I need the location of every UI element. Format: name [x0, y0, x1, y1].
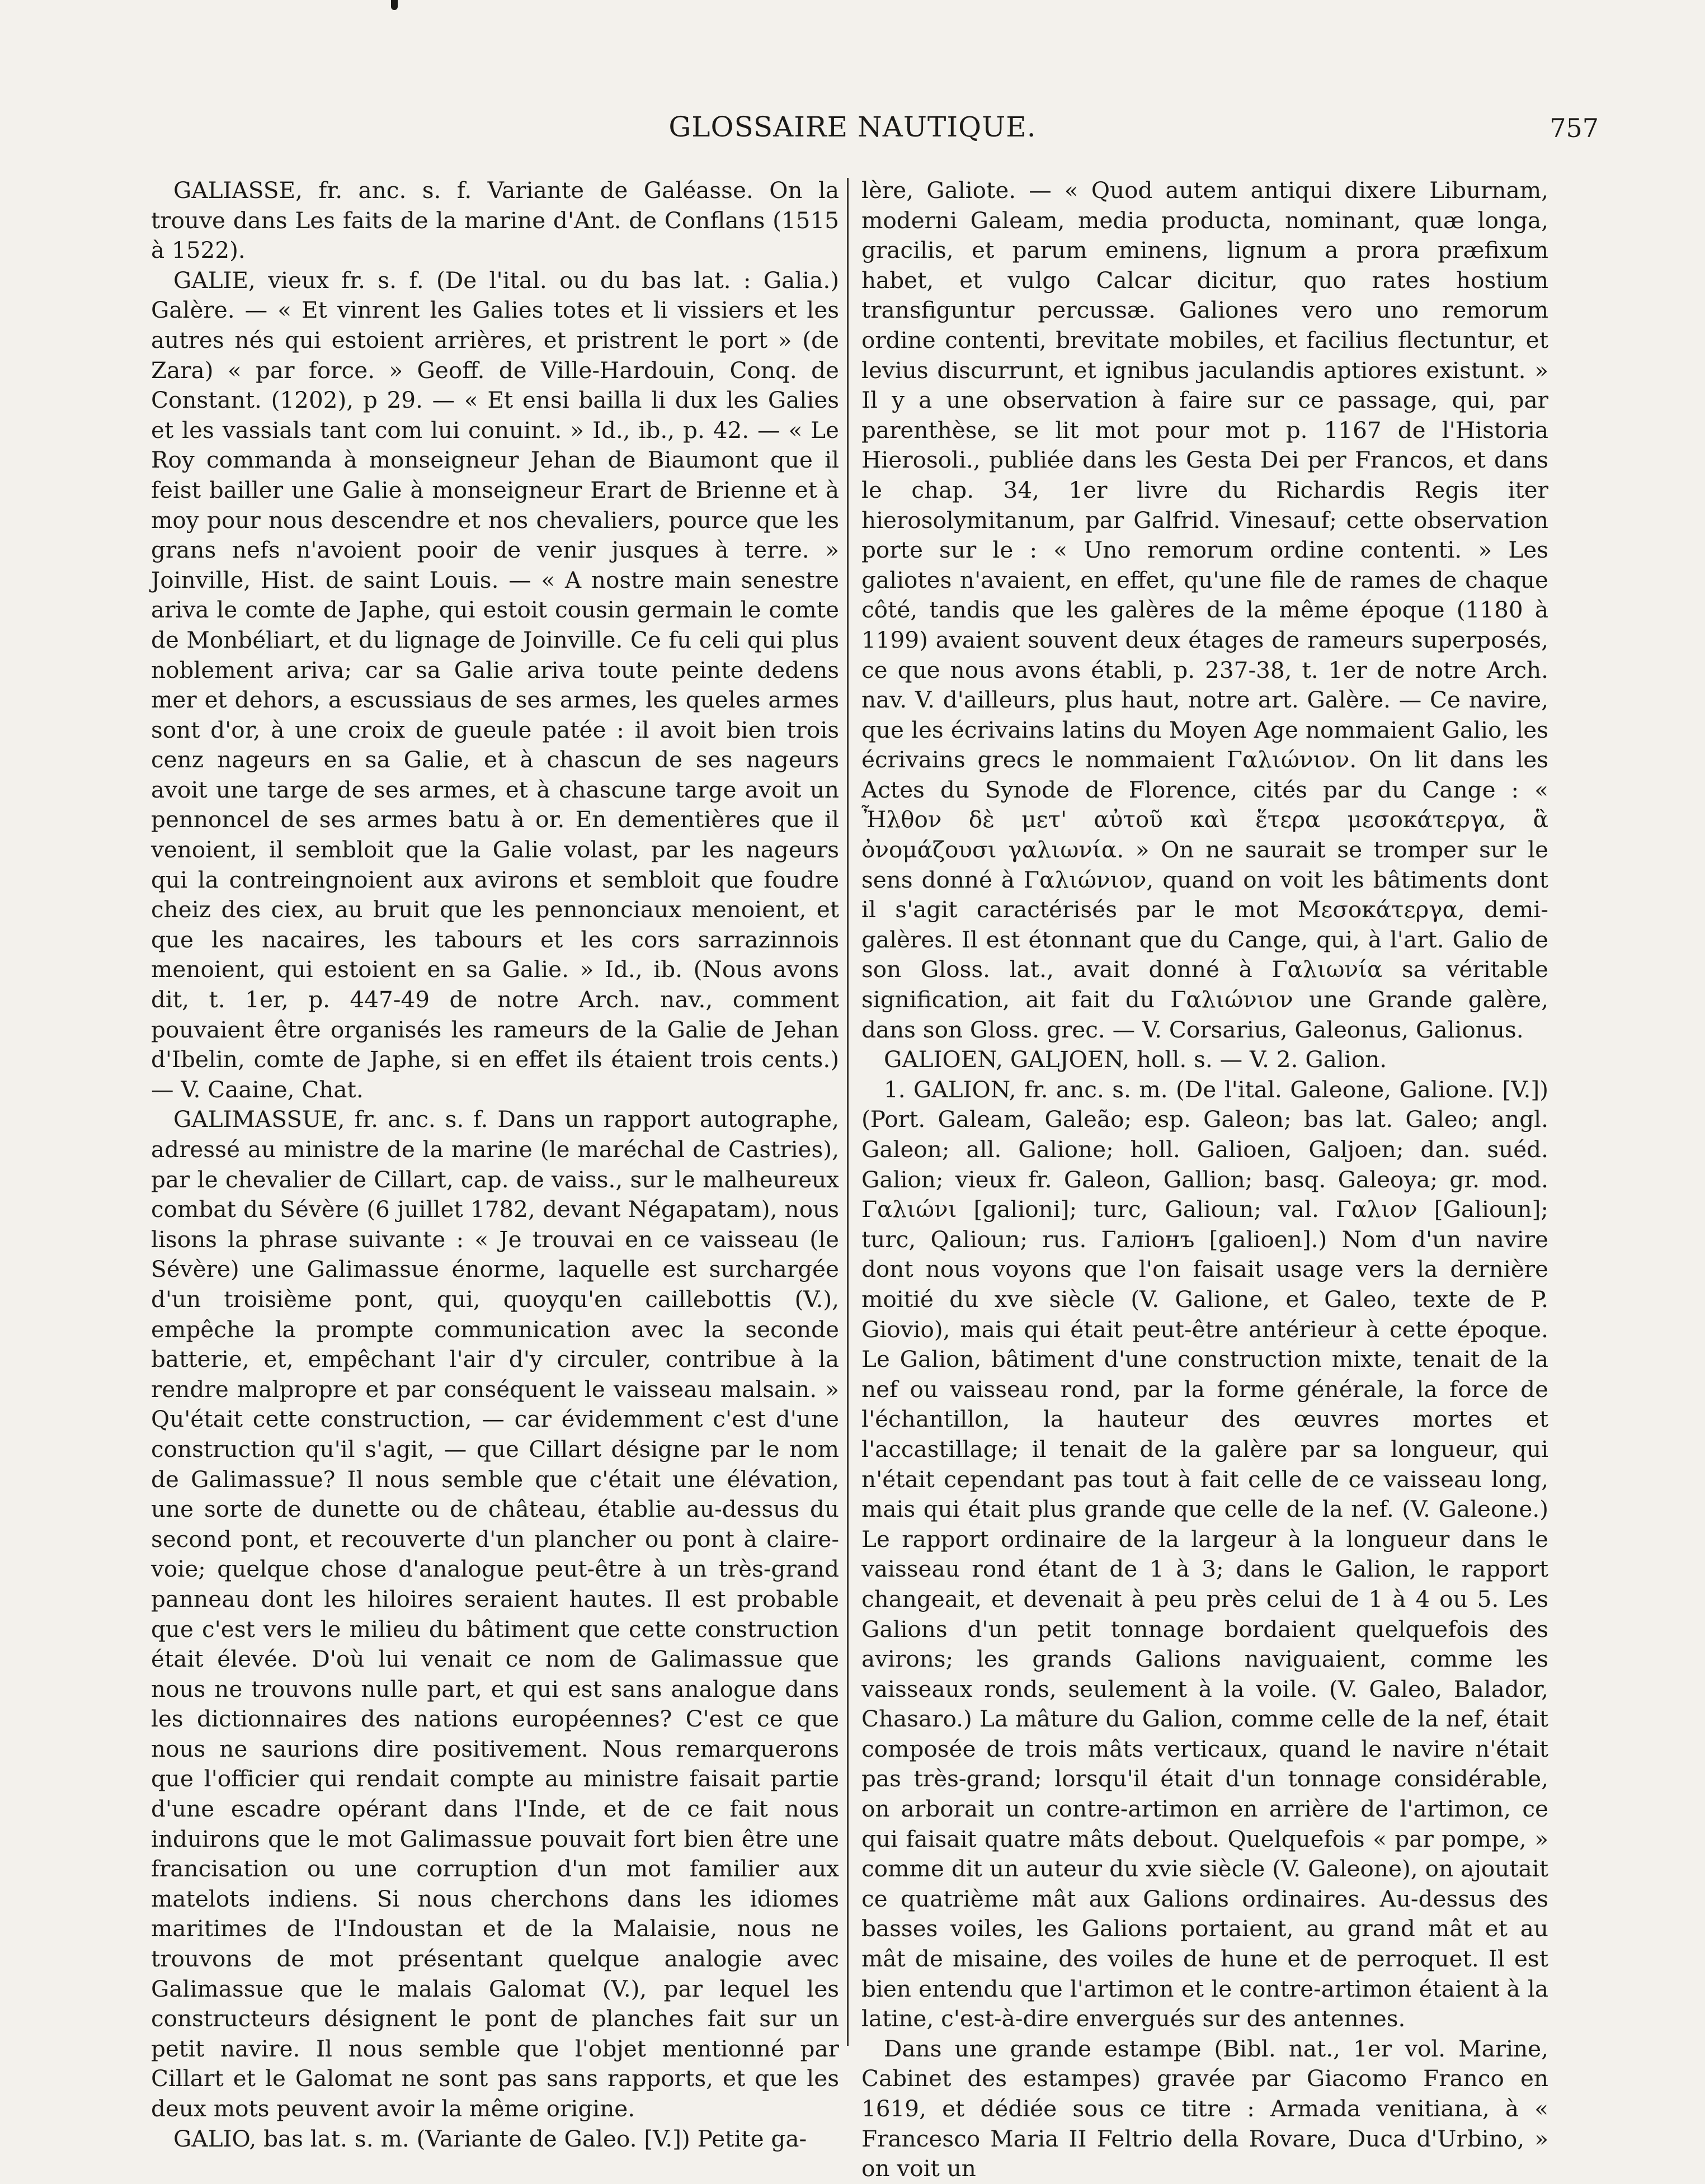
- right-column: [861, 176, 1548, 2184]
- entry-galioen: GALIOEN, GALJOEN, holl. s. — V. 2. Galion.: [884, 1046, 1387, 1073]
- entry-galio-continued: lère, Galiote. — « Quod autem antiqui dixere Liburnam, moderni Galeam, media producta, nominant, quæ longa, gracilis, et parum eminens, lignum a prora præfixum habet, et vulgo Calcar dicitur, quo rates hostium transfiguntur percussæ. Galiones vero uno remorum ordine contenti, brevitate mobiles, et facilius flectuntur, et levius discurrunt, et ignibus jaculandis aptiores existunt. » Il y a une observation à faire sur ce passage, qui, par parenthèse, se lit mot pour mot p. 1167 de l'Historia Hierosoli., publiée dans les Gesta Dei per Francos, et dans le chap. 34, 1er livre du Richardis Regis iter hierosolymitanum, par Galfrid. Vinesauf; cette observation porte sur le : « Uno remorum ordine contenti. » Les galiotes n'avaient, en effet, qu'une file de rames de chaque côté, tandis que les galères de la même époque (1180 à 1199) avaient souvent deux étages de rameurs superposés, ce que nous avons établi, p. 237-38, t. 1er de notre Arch. nav. V. d'ailleurs, plus haut, notre art. Galère. — Ce navire, que les écrivains latins du Moyen Age nommaient Galio, les écrivains grecs le nommaient Γαλιώνιον. On lit dans les Actes du Synode de Florence, cités par du Cange : « Ἦλθον δὲ μετ' αὐτοῦ καὶ ἕτερα μεσοκάτεργα, ἃ ὀνομάζουσι γαλιωνία. » On ne saurait se tromper sur le sens donné à Γαλιώνιον, quand on voit les bâtiments dont il s'agit caractérisés par le mot Μεσοκάτεργα, demi-galères. Il est étonnant que du Cange, qui, à l'art. Galio de son Gloss. lat., avait donné à Γαλιωνία sa véritable signification, ait fait du Γαλιώνιον une Grande galère, dans son Gloss. grec. — V. Corsarius, Galeonus, Galionus.: [861, 177, 1548, 1043]
- running-title: GLOSSAIRE NAUTIQUE.: [668, 111, 1037, 143]
- entry-galio: GALIO, bas lat. s. m. (Variante de Galeo. [V.]) Petite ga-: [173, 2125, 807, 2152]
- entry-galiasse: GALIASSE, fr. anc. s. f. Variante de Galéasse. On la trouve dans Les faits de la marine d'Ant. de Conflans (1515 à 1522).: [151, 177, 839, 264]
- page-header: [0, 111, 1705, 150]
- left-column: [151, 176, 839, 2154]
- ink-speck: [391, 0, 398, 10]
- entry-galion: 1. GALION, fr. anc. s. m. (De l'ital. Galeone, Galione. [V.]) (Port. Galeam, Galeão; esp. Galeon; bas lat. Galeo; angl. Galeon; all. Galione; holl. Galioen, Galjoen; dan. suéd. Galion; vieux fr. Galeon, Gallion; basq. Galeoya; gr. mod. Γαλιώνι [galioni]; turc, Galioun; val. Γαλιον [Galioun]; turc, Qalioun; rus. Галіонъ [galioen].) Nom d'un navire dont nous voyons que l'on faisait usage vers la dernière moitié du xve siècle (V. Galione, et Galeo, texte de P. Giovio), mais qui était peut-être antérieur à cette époque. Le Galion, bâtiment d'une construction mixte, tenait de la nef ou vaisseau rond, par la forme générale, la force de l'échantillon, la hauteur des œuvres mortes et l'accastillage; il tenait de la galère par sa longueur, qui n'était cependant pas tout à fait celle de ce vaisseau long, mais qui était plus grande que celle de la nef. (V. Galeone.) Le rapport ordinaire de la largeur à la longueur dans le vaisseau rond étant de 1 à 3; dans le Galion, le rapport changeait, et devenait à peu près celui de 1 à 4 ou 5. Les Galions d'un petit tonnage bordaient quelquefois des avirons; les grands Galions naviguaient, comme les vaisseaux ronds, seulement à la voile. (V. Galeo, Balador, Chasaro.) La mâture du Galion, comme celle de la nef, était composée de trois mâts verticaux, quand le navire n'était pas très-grand; lorsqu'il était d'un tonnage considérable, on arborait un contre-artimon en arrière de l'artimon, ce qui faisait quatre mâts debout. Quelquefois « par pompe, » comme dit un auteur du xvie siècle (V. Galeone), on ajoutait ce quatrième mât aux Galions ordinaires. Au-dessus des basses voiles, les Galions portaient, au grand mât et au mât de misaine, des voiles de hune et de perroquet. Il est bien entendu que l'artimon et le contre-artimon étaient à la latine, c'est-à-dire envergués sur des antennes.: [861, 1076, 1548, 2032]
- entry-galie: GALIE, vieux fr. s. f. (De l'ital. ou du bas lat. : Galia.) Galère. — « Et vinrent les Galies totes et li vissiers et les autres nés qui estoient arrières, et pristrent le port » (de Zara) « par force. » Geoff. de Ville-Hardouin, Conq. de Constant. (1202), p 29. — « Et ensi bailla li dux les Galies et les vassials tant com lui conuint. » Id., ib., p. 42. — « Le Roy commanda à monseigneur Jehan de Biaumont que il feist bailler une Galie à monseigneur Erart de Brienne et à moy pour nous descendre et nos chevaliers, pource que les grans nefs n'avoient pooir de venir jusques à terre. » Joinville, Hist. de saint Louis. — « A nostre main senestre ariva le comte de Japhe, qui estoit cousin germain le comte de Monbéliart, et du lignage de Joinville. Ce fu celi qui plus noblement ariva; car sa Galie ariva toute peinte dedens mer et dehors, a escussiaus de ses armes, les queles armes sont d'or, à une croix de gueule patée : il avoit bien trois cenz nageurs en sa Galie, et à chascun de ses nageurs avoit une targe de ses armes, et à chascune targe avoit un pennoncel de ses armes batu à or. En dementières que il venoient, il sembloit que la Galie volast, par les nageurs qui la contreingnoient aux avirons et sembloit que foudre cheiz des ciex, au bruit que les pennonciaux menoient, et que les nacaires, les tabours et les cors sarrazinnois menoient, qui estoient en sa Galie. » Id., ib. (Nous avons dit, t. 1er, p. 447-49 de notre Arch. nav., comment pouvaient être organisés les rameurs de la Galie de Jehan d'Ibelin, comte de Japhe, si en effet ils étaient trois cents.) — V. Caaine, Chat.: [151, 266, 839, 1103]
- column-rule: [847, 178, 849, 2046]
- paragraph-estampe: Dans une grande estampe (Bibl. nat., 1er vol. Marine, Cabinet des estampes) gravée par Giacomo Franco en 1619, et dédiée sous ce titre : Armada venitiana, à « Francesco Maria II Feltrio della Rovare, Duca d'Urbino, » on voit un: [861, 2035, 1548, 2182]
- entry-galimassue: GALIMASSUE, fr. anc. s. f. Dans un rapport autographe, adressé au ministre de la marine (le maréchal de Castries), par le chevalier de Cillart, cap. de vaiss., sur le malheureux combat du Sévère (6 juillet 1782, devant Négapatam), nous lisons la phrase suivante : « Je trouvai en ce vaisseau (le Sévère) une Galimassue énorme, laquelle est surchargée d'un troisième pont, qui, quoyqu'en caillebottis (V.), empêche la prompte communication avec la seconde batterie, et, empêchant l'air d'y circuler, contribue à la rendre malpropre et par conséquent le vaisseau malsain. » Qu'était cette construction, — car évidemment c'est d'une construction qu'il s'agit, — que Cillart désigne par le nom de Galimassue? Il nous semble que c'était une élévation, une sorte de dunette ou de château, établie au-dessus du second pont, et recouverte d'un plancher ou pont à claire-voie; quelque chose d'analogue peut-être à un très-grand panneau dont les hiloires seraient hautes. Il est probable que c'est vers le milieu du bâtiment que cette construction était élevée. D'où lui venait ce nom de Galimassue que nous ne trouvons nulle part, et qui est sans analogue dans les dictionnaires des nations européennes? C'est ce que nous ne saurions dire positivement. Nous remarquerons que l'officier qui rendait compte au ministre faisait partie d'une escadre opérant dans l'Inde, et de ce fait nous induirons que le mot Galimassue pouvait fort bien être une francisation ou une corruption d'un mot familier aux matelots indiens. Si nous cherchons dans les idiomes maritimes de l'Indoustan et de la Malaisie, nous ne trouvons de mot présentant quelque analogie avec Galimassue que le malais Galomat (V.), par lequel les constructeurs désignent le pont de planches fait sur un petit navire. Il nous semble que l'objet mentionné par Cillart et le Galomat ne sont pas sans rapports, et que les deux mots peuvent avoir la même origine.: [151, 1106, 839, 2122]
- page-number: 757: [1549, 113, 1599, 143]
